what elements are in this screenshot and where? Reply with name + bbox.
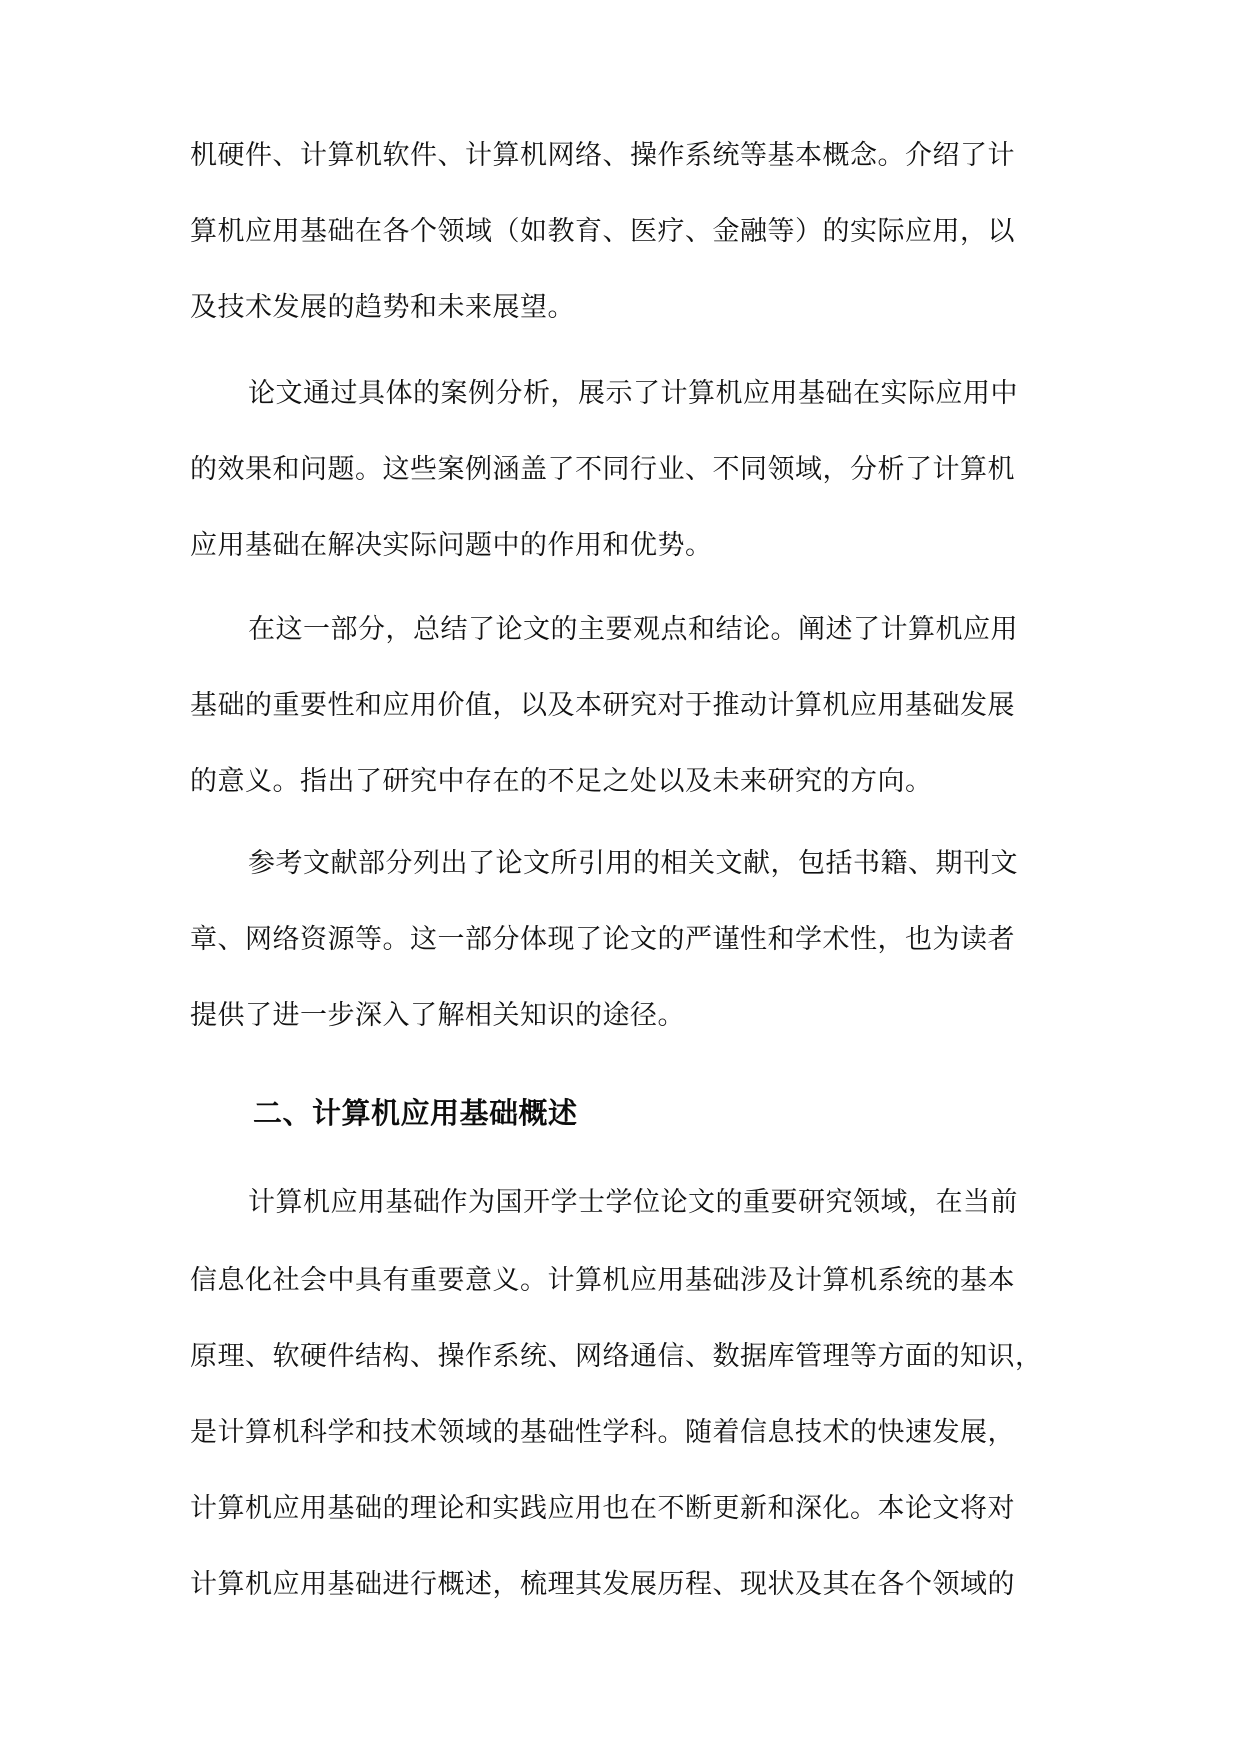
text-line: 算机应用基础在各个领域（如教育、医疗、金融等）的实际应用，以 bbox=[190, 216, 1015, 247]
text-line: 的意义。指出了研究中存在的不足之处以及未来研究的方向。 bbox=[190, 766, 933, 797]
text-line: 机硬件、计算机软件、计算机网络、操作系统等基本概念。介绍了计 bbox=[190, 140, 1015, 171]
text-line: 是计算机科学和技术领域的基础性学科。随着信息技术的快速发展， bbox=[190, 1417, 1015, 1448]
text-line: 原理、软硬件结构、操作系统、网络通信、数据库管理等方面的知识， bbox=[190, 1341, 1043, 1372]
text-line: 应用基础在解决实际问题中的作用和优势。 bbox=[190, 530, 713, 561]
text-line: 计算机应用基础进行概述，梳理其发展历程、现状及其在各个领域的 bbox=[190, 1569, 1015, 1600]
text-line: 计算机应用基础作为国开学士学位论文的重要研究领域，在当前 bbox=[248, 1187, 1018, 1218]
text-line: 在这一部分，总结了论文的主要观点和结论。阐述了计算机应用 bbox=[248, 614, 1018, 645]
text-line: 章、网络资源等。这一部分体现了论文的严谨性和学术性，也为读者 bbox=[190, 924, 1015, 955]
text-line: 及技术发展的趋势和未来展望。 bbox=[190, 292, 575, 323]
text-line: 计算机应用基础的理论和实践应用也在不断更新和深化。本论文将对 bbox=[190, 1493, 1015, 1524]
text-line: 信息化社会中具有重要意义。计算机应用基础涉及计算机系统的基本 bbox=[190, 1265, 1015, 1296]
text-line: 提供了进一步深入了解相关知识的途径。 bbox=[190, 1000, 685, 1031]
section-heading: 二、计算机应用基础概述 bbox=[253, 1096, 578, 1130]
text-line: 论文通过具体的案例分析，展示了计算机应用基础在实际应用中 bbox=[248, 378, 1018, 409]
text-line: 基础的重要性和应用价值，以及本研究对于推动计算机应用基础发展 bbox=[190, 690, 1015, 721]
text-line: 参考文献部分列出了论文所引用的相关文献，包括书籍、期刊文 bbox=[248, 848, 1018, 879]
text-line: 的效果和问题。这些案例涵盖了不同行业、不同领域，分析了计算机 bbox=[190, 454, 1015, 485]
